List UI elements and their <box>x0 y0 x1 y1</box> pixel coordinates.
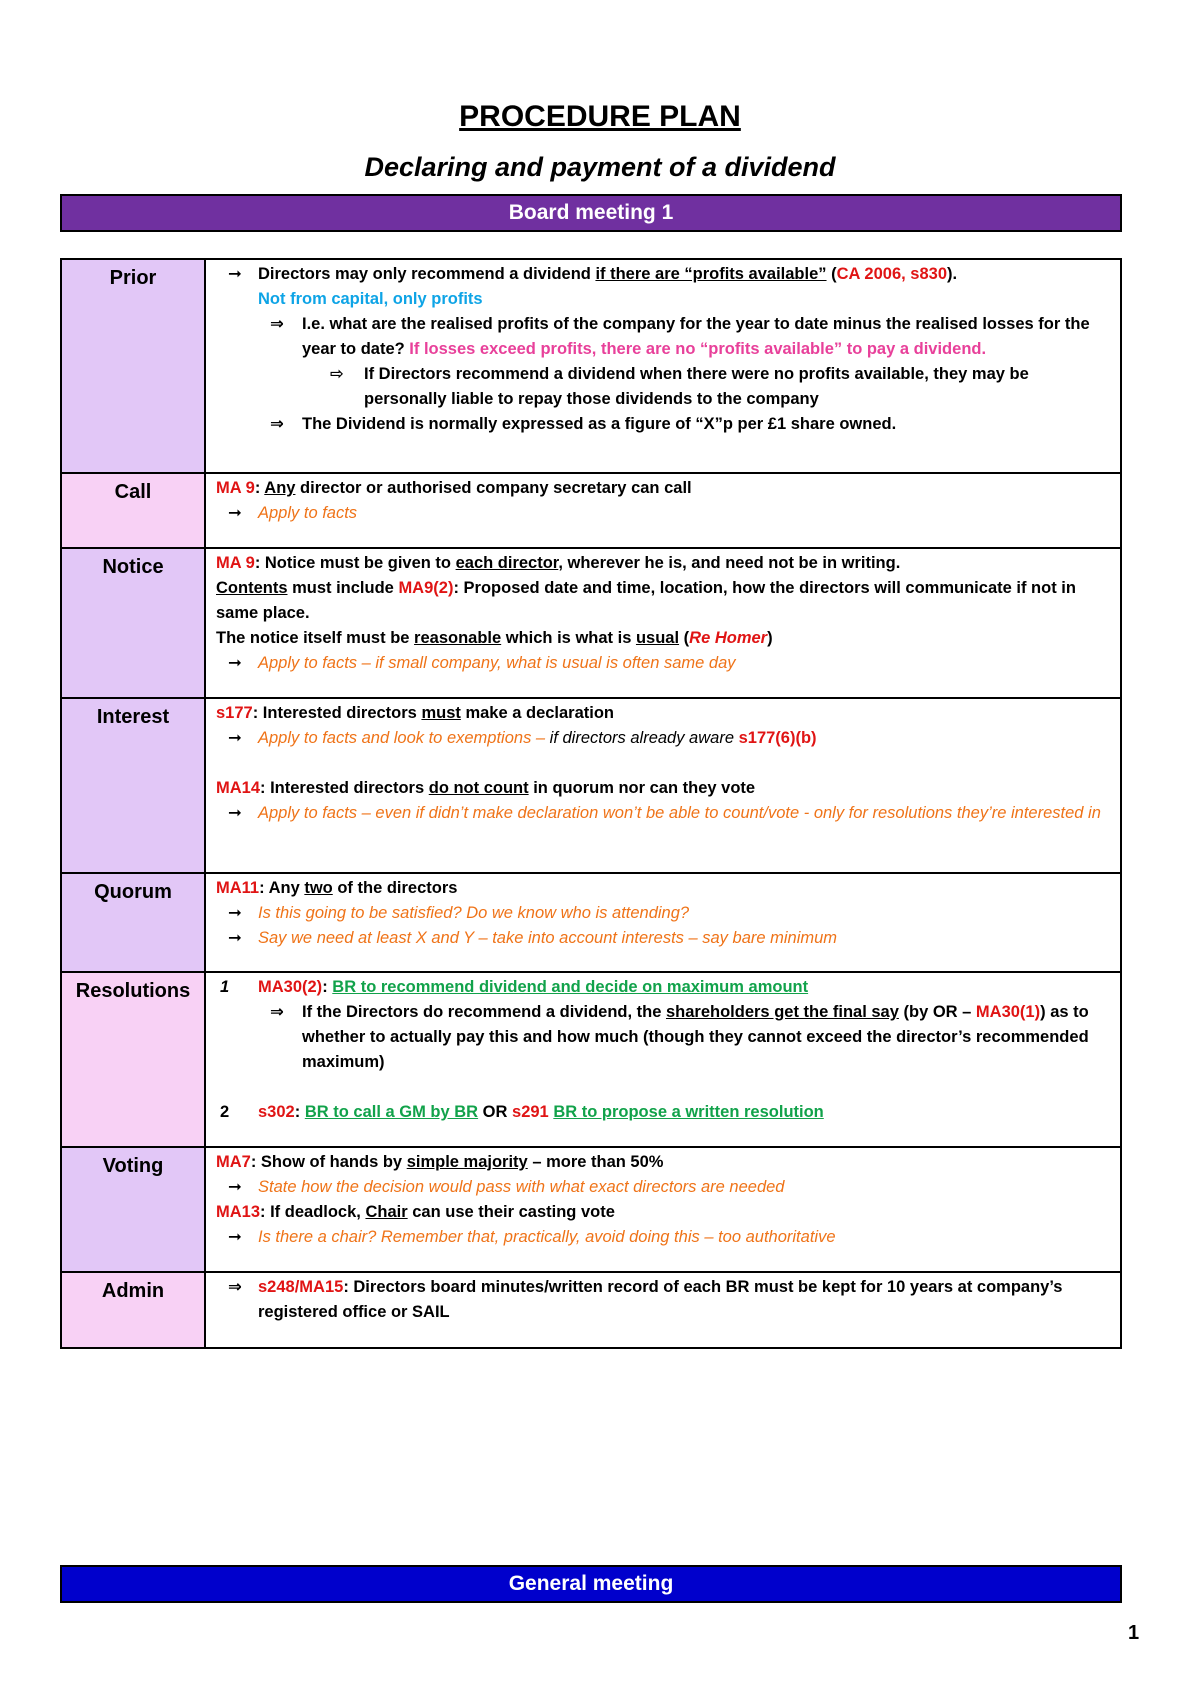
arrow-icon: ➞ <box>228 729 242 747</box>
table-row-call <box>61 473 1121 548</box>
double-arrow-icon: ⇒ <box>228 1278 242 1296</box>
arrow-icon: ➞ <box>228 1228 242 1246</box>
row-label-voting: Voting <box>61 1147 205 1272</box>
item-number: 1 <box>220 978 230 996</box>
arrow-icon: ➞ <box>228 1178 242 1196</box>
notice-line-1: MA 9: Notice must be given to each director, wherever he is, and need not be in writing. <box>216 554 901 572</box>
arrow-icon: ➞ <box>228 929 242 947</box>
admin-line-1: ⇒ s248/MA15: Directors board minutes/written record of each BR must be kept for 10 years at company’s registered office or SAIL <box>216 1275 1110 1325</box>
double-arrow-icon: ⇒ <box>270 315 284 333</box>
arrow-icon: ➞ <box>228 654 242 672</box>
double-arrow-icon: ⇒ <box>270 1003 284 1021</box>
board-meeting-banner: Board meeting 1 <box>60 194 1122 232</box>
voting-line-3: MA13: If deadlock, Chair can use their casting vote <box>216 1203 615 1221</box>
row-label-resolutions: Resolutions <box>61 972 205 1147</box>
notice-line-4: ➞ Apply to facts – if small company, what is usual is often same day <box>216 651 1110 676</box>
table-row-voting <box>61 1147 1121 1272</box>
interest-line-4: ➞ Apply to facts – even if didn’t make declaration won’t be able to count/vote - only for resolutions they’re interested in <box>216 801 1110 826</box>
row-label-admin: Admin <box>61 1272 205 1348</box>
procedure-table <box>60 258 1122 1349</box>
arrow-icon: ➞ <box>228 265 242 283</box>
prior-line-2: Not from capital, only profits <box>258 290 483 308</box>
table-row-resolutions <box>61 972 1121 1147</box>
row-content-admin <box>205 1272 1121 1348</box>
arrow-icon: ➞ <box>228 904 242 922</box>
notice-line-3: The notice itself must be reasonable which is what is usual (Re Homer) <box>216 629 773 647</box>
item-number: 2 <box>220 1103 230 1121</box>
quorum-line-3: ➞ Say we need at least X and Y – take into account interests – say bare minimum <box>216 926 1110 951</box>
page-subtitle: Declaring and payment of a dividend <box>364 152 836 182</box>
table-row-interest <box>61 698 1121 873</box>
row-content-interest <box>205 698 1121 873</box>
row-content-prior <box>205 259 1121 473</box>
hollow-arrow-icon: ⇨ <box>330 365 344 383</box>
page-number: 1 <box>1128 1622 1140 1644</box>
general-meeting-banner: General meeting <box>60 1565 1122 1603</box>
prior-line-1: ➞ Directors may only recommend a dividend if there are “profits available” (CA 2006, s830). <box>216 262 1110 287</box>
resolutions-line-1: 1 MA30(2): BR to recommend dividend and decide on maximum amount <box>216 975 1110 1000</box>
interest-line-2: ➞ Apply to facts and look to exemptions – if directors already aware s177(6)(b) <box>216 726 1110 751</box>
voting-line-1: MA7: Show of hands by simple majority – more than 50% <box>216 1153 664 1171</box>
prior-line-4: ⇨ If Directors recommend a dividend when there were no profits available, they may be personally liable to repay those dividends to the company <box>216 362 1110 412</box>
table-row-quorum <box>61 873 1121 972</box>
row-label-notice: Notice <box>61 548 205 698</box>
call-line-2: ➞ Apply to facts <box>216 501 1110 526</box>
voting-line-2: ➞ State how the decision would pass with what exact directors are needed <box>216 1175 1110 1200</box>
interest-line-3: MA14: Interested directors do not count in quorum nor can they vote <box>216 779 756 797</box>
table-row-notice <box>61 548 1121 698</box>
quorum-line-2: ➞ Is this going to be satisfied? Do we know who is attending? <box>216 901 1110 926</box>
row-label-prior: Prior <box>61 259 205 473</box>
double-arrow-icon: ⇒ <box>270 415 284 433</box>
page-title: PROCEDURE PLAN <box>459 100 741 133</box>
arrow-icon: ➞ <box>228 804 242 822</box>
prior-line-5: ⇒ The Dividend is normally expressed as a figure of “X”p per £1 share owned. <box>216 412 1110 437</box>
row-content-call <box>205 473 1121 548</box>
row-label-quorum: Quorum <box>61 873 205 972</box>
row-content-quorum <box>205 873 1121 972</box>
row-content-voting <box>205 1147 1121 1272</box>
table-row-prior <box>61 259 1121 473</box>
table-row-admin <box>61 1272 1121 1348</box>
row-content-notice <box>205 548 1121 698</box>
resolutions-line-2: ⇒ If the Directors do recommend a dividend, the shareholders get the final say (by OR – MA30(1)) as to whether to actually pay this and how much (though they cannot exceed the director’s recommended maximum) <box>216 1000 1110 1075</box>
row-label-interest: Interest <box>61 698 205 873</box>
quorum-line-1: MA11: Any two of the directors <box>216 879 458 897</box>
interest-line-1: s177: Interested directors must make a declaration <box>216 704 615 722</box>
row-label-call: Call <box>61 473 205 548</box>
voting-line-4: ➞ Is there a chair? Remember that, practically, avoid doing this – too authoritative <box>216 1225 1110 1250</box>
prior-line-3: ⇒ I.e. what are the realised profits of the company for the year to date minus the realised losses for the year to date? If losses exceed profits, there are no “profits available” to pay a dividend. <box>216 312 1110 362</box>
notice-line-2: Contents must include MA9(2): Proposed date and time, location, how the directors will communicate if not in same place. <box>216 579 1076 622</box>
resolutions-line-3: 2 s302: BR to call a GM by BR OR s291 BR to propose a written resolution <box>216 1100 1110 1125</box>
row-content-resolutions <box>205 972 1121 1147</box>
call-line-1: MA 9: Any director or authorised company secretary can call <box>216 479 692 497</box>
arrow-icon: ➞ <box>228 504 242 522</box>
